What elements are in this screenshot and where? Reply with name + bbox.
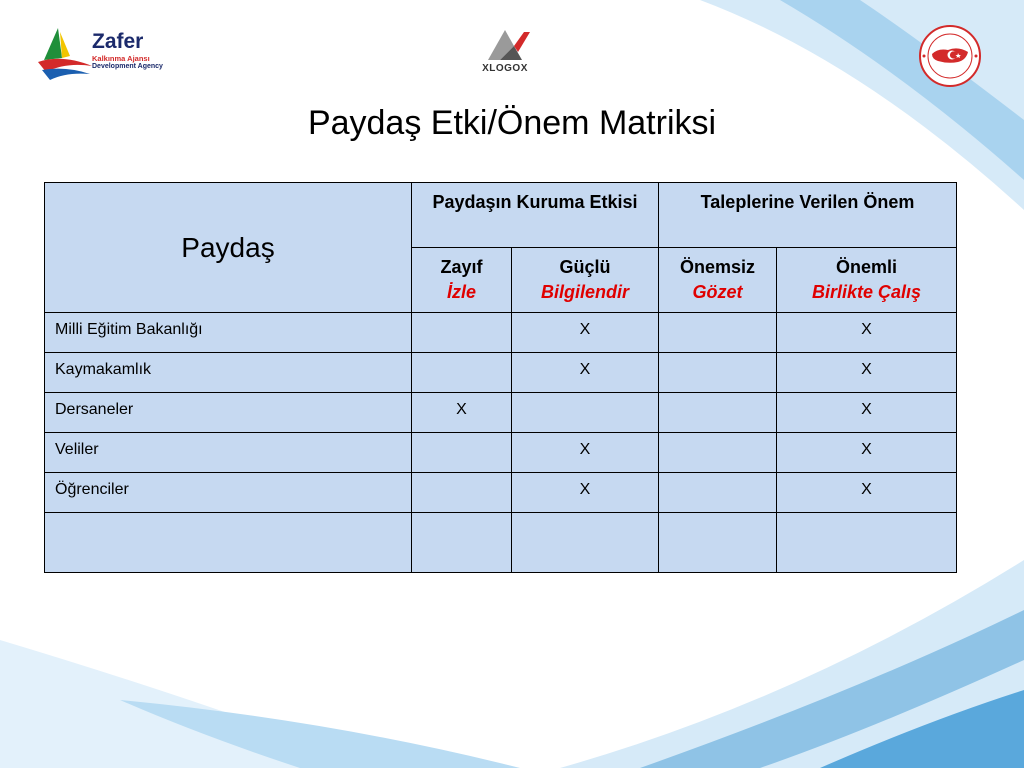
stakeholder-name: Dersaneler: [45, 393, 412, 433]
cell-weak: [412, 473, 512, 513]
cell-important: [777, 513, 957, 573]
zafer-logo: [36, 26, 166, 82]
cell-unimportant: [659, 393, 777, 433]
xlogox-text: XLOGOX: [482, 63, 528, 74]
cell-important: X: [777, 353, 957, 393]
stakeholder-name: Veliler: [45, 433, 412, 473]
table-row: [45, 353, 957, 393]
cell-weak: [412, 353, 512, 393]
stakeholder-column-header: Paydaş: [45, 183, 412, 313]
cell-weak: [412, 313, 512, 353]
page-title: Paydaş Etki/Önem Matriksi: [307, 104, 717, 142]
subheader-action: Birlikte Çalış: [811, 282, 922, 302]
zafer-subtitle-en: Development Agency: [92, 63, 163, 70]
xlogox-mark-icon: [470, 28, 540, 62]
subheader-level: Önemli: [836, 257, 898, 277]
cell-important: X: [777, 393, 957, 433]
cell-unimportant: [659, 313, 777, 353]
cell-strong: [512, 393, 659, 433]
importance-group-header: Taleplerine Verilen Önem: [659, 183, 957, 248]
subheader-level: Güçlü: [559, 257, 611, 277]
stakeholder-name: [45, 513, 412, 573]
subheader-unimportant: [659, 248, 777, 313]
subheader-level: Önemsiz: [680, 257, 756, 277]
stakeholder-matrix-table: [44, 182, 957, 573]
turkey-seal-icon: [918, 24, 982, 88]
cell-strong: X: [512, 473, 659, 513]
table-row: [45, 313, 957, 353]
subheader-action: İzle: [446, 282, 476, 302]
cell-unimportant: [659, 353, 777, 393]
stakeholder-name: Kaymakamlık: [45, 353, 412, 393]
subheader-important: [777, 248, 957, 313]
subheader-level: Zayıf: [440, 257, 483, 277]
cell-unimportant: [659, 433, 777, 473]
stakeholder-name: Milli Eğitim Bakanlığı: [45, 313, 412, 353]
table-row: [45, 473, 957, 513]
stakeholder-name: Öğrenciler: [45, 473, 412, 513]
zafer-swoosh-icon: [36, 26, 96, 82]
xlogox-logo: [470, 28, 540, 76]
cell-unimportant: [659, 513, 777, 573]
cell-strong: X: [512, 433, 659, 473]
subheader-strong: [512, 248, 659, 313]
cell-strong: X: [512, 313, 659, 353]
cell-strong: X: [512, 353, 659, 393]
subheader-action: Gözet: [692, 282, 743, 302]
cell-weak: X: [412, 393, 512, 433]
table-row: [45, 393, 957, 433]
cell-important: X: [777, 433, 957, 473]
subheader-weak: [412, 248, 512, 313]
zafer-title: Zafer: [92, 30, 144, 53]
subheader-action: Bilgilendir: [541, 282, 630, 302]
cell-important: X: [777, 473, 957, 513]
seal-logo: [918, 24, 982, 88]
cell-weak: [412, 513, 512, 573]
cell-important: X: [777, 313, 957, 353]
cell-weak: [412, 433, 512, 473]
impact-group-header: Paydaşın Kuruma Etkisi: [412, 183, 659, 248]
cell-unimportant: [659, 473, 777, 513]
zafer-subtitle: Kalkınma Ajansı: [92, 54, 150, 63]
table-row: [45, 433, 957, 473]
table-row: [45, 513, 957, 573]
cell-strong: [512, 513, 659, 573]
